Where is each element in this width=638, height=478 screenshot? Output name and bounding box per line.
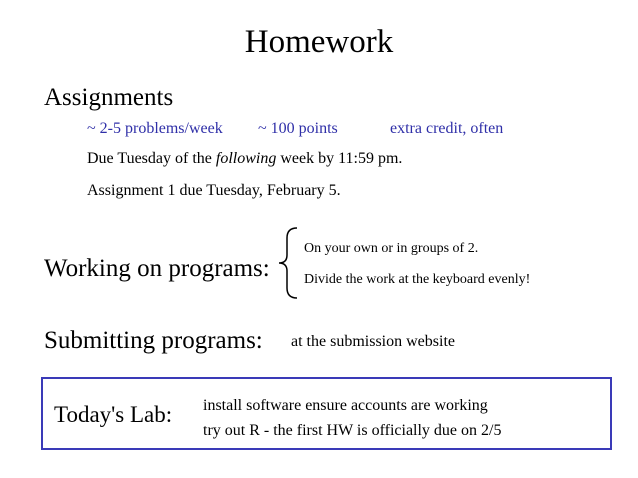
curly-brace-icon	[275, 226, 301, 300]
due-suffix: week by 11:59 pm.	[276, 150, 403, 167]
submitting-heading: Submitting programs:	[44, 327, 263, 354]
working-line-2: Divide the work at the keyboard evenly!	[304, 272, 531, 287]
due-date-line	[87, 149, 402, 169]
assignment-1-due: Assignment 1 due Tuesday, February 5.	[87, 182, 341, 199]
extra-credit-note: extra credit, often	[390, 120, 504, 137]
working-line-1: On your own or in groups of 2.	[304, 241, 479, 256]
points-note: ~ 100 points	[258, 120, 338, 137]
assignments-heading: Assignments	[44, 84, 174, 111]
todays-lab-heading: Today's Lab:	[54, 402, 173, 427]
problems-per-week: ~ 2-5 problems/week	[87, 120, 223, 137]
lab-line-1: install software ensure accounts are working	[203, 397, 488, 414]
submission-location: at the submission website	[291, 333, 455, 350]
lab-line-2: try out R - the first HW is officially due on 2/5	[203, 422, 502, 439]
working-heading: Working on programs:	[44, 255, 270, 282]
slide-title: Homework	[244, 24, 394, 60]
due-prefix: Due Tuesday of the	[87, 150, 216, 167]
due-emphasis: following	[215, 150, 277, 167]
